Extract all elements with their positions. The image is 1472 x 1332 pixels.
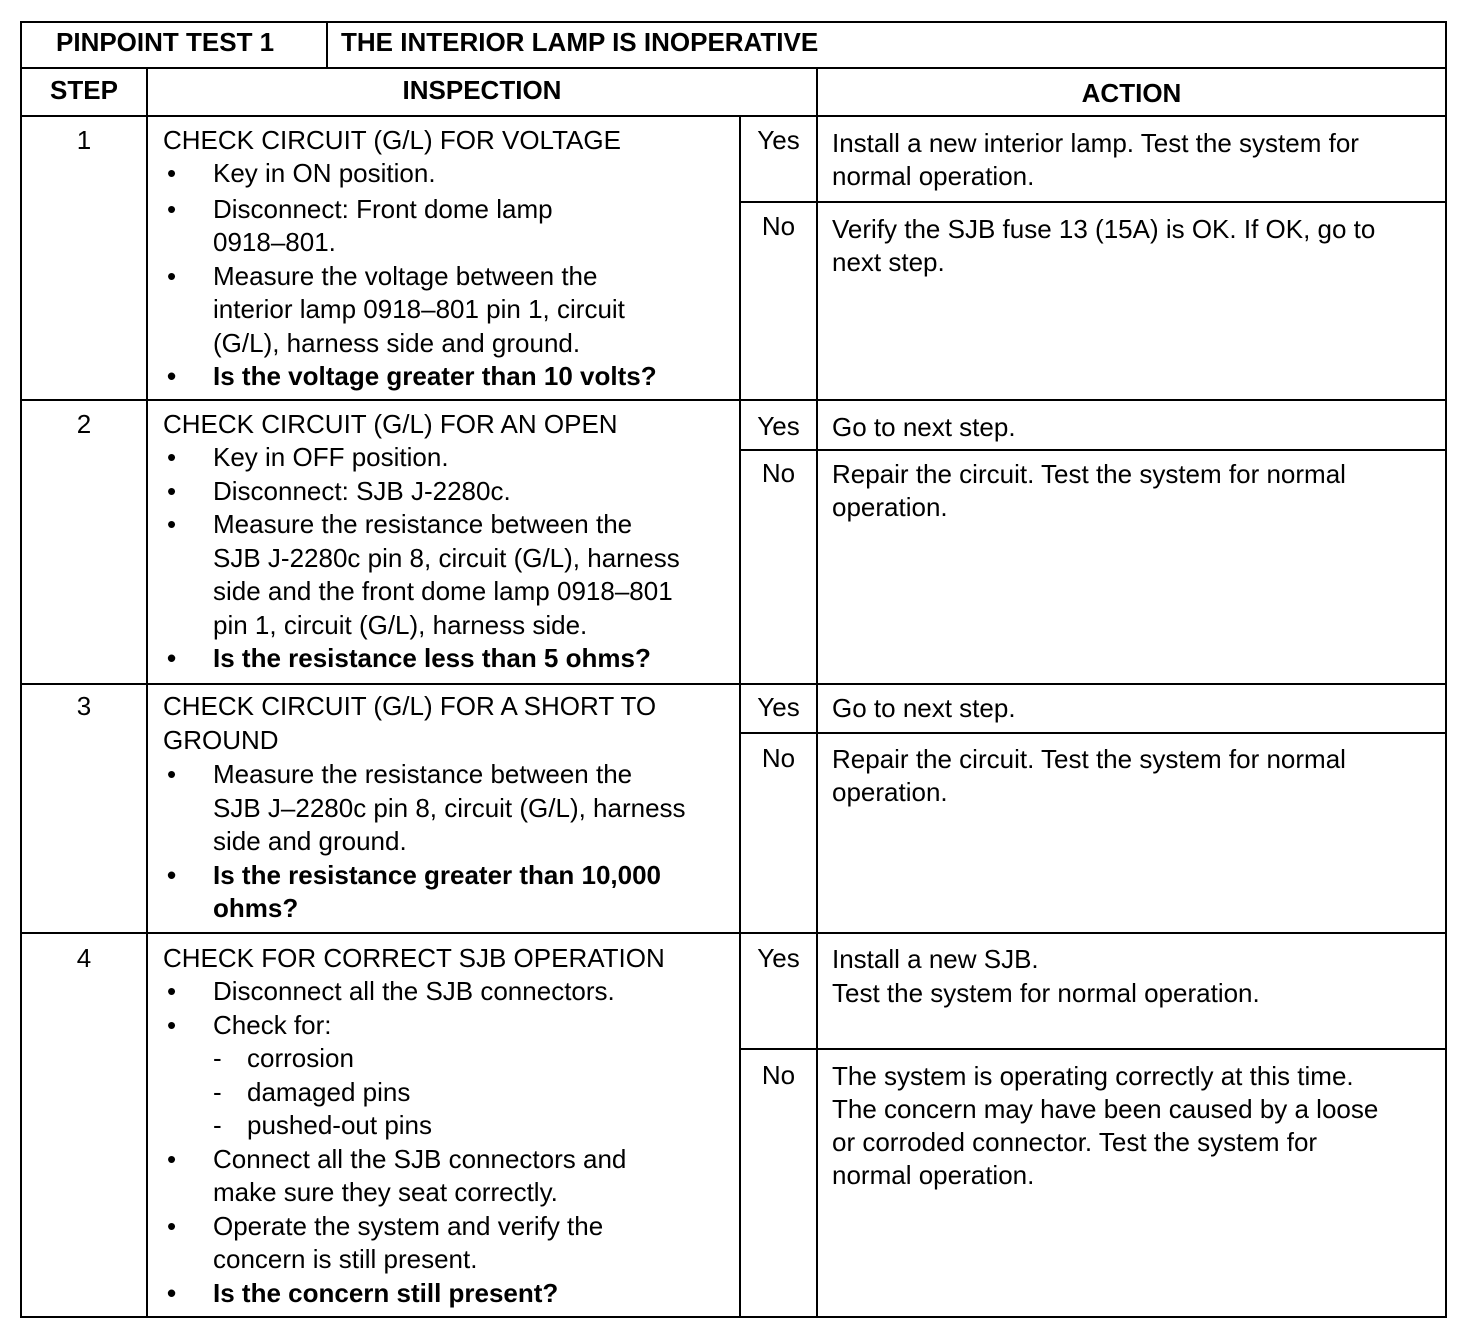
border-top — [20, 21, 1447, 23]
column-header-step: STEP — [50, 75, 118, 105]
step-title: CHECK FOR CORRECT SJB OPERATION — [163, 943, 665, 973]
step3-bottom — [20, 932, 1447, 934]
yes-label: Yes — [757, 125, 800, 155]
step-number: 1 — [76, 125, 92, 155]
yes-action-line: normal operation. — [832, 161, 1035, 191]
list-item: • Measure the voltage between the — [163, 260, 657, 294]
list-item: side and the front dome lamp 0918–801 — [213, 576, 673, 606]
list-item: • Key in ON position. — [163, 157, 657, 191]
step-checklist — [163, 758, 686, 926]
step-checklist — [163, 157, 657, 394]
list-item: concern is still present. — [213, 1244, 478, 1274]
step-col-divider — [146, 67, 148, 1318]
list-item: • Connect all the SJB connectors and — [163, 1143, 626, 1177]
no-action-line: normal operation. — [832, 1160, 1035, 1190]
list-item: ohms? — [213, 893, 299, 923]
list-item: • Disconnect all the SJB connectors. — [163, 975, 626, 1009]
list-item: • Is the concern still present? — [163, 1277, 626, 1311]
list-item: (G/L), harness side and ground. — [213, 327, 581, 358]
step4-yes-no-divider — [739, 1048, 1447, 1050]
border-right — [1445, 21, 1447, 1318]
border-left — [20, 21, 22, 1318]
step-title: CHECK CIRCUIT (G/L) FOR AN OPEN — [163, 409, 618, 439]
sub-item-text: damaged pins — [247, 1076, 411, 1107]
list-item: SJB J–2280c pin 8, circuit (G/L), harness — [213, 792, 686, 823]
no-label: No — [761, 743, 796, 773]
list-item: SJB J-2280c pin 8, circuit (G/L), harness — [213, 542, 680, 573]
action-col-divider — [816, 67, 818, 1318]
column-header-action: ACTION — [1081, 78, 1182, 108]
list-item: • Is the resistance less than 5 ohms? — [163, 642, 680, 676]
header-row-bottom — [20, 115, 1447, 117]
list-item: • Is the voltage greater than 10 volts? — [163, 360, 657, 394]
yes-action-line: Install a new SJB. — [832, 944, 1039, 974]
yes-label: Yes — [757, 692, 800, 722]
list-item: • Measure the resistance between the — [163, 758, 686, 792]
list-item: pin 1, circuit (G/L), harness side. — [213, 609, 588, 640]
list-item: • Operate the system and verify the — [163, 1210, 626, 1244]
step1-yes-no-divider — [739, 201, 1447, 203]
no-action-line: Repair the circuit. Test the system for normal — [832, 744, 1346, 774]
test-id: PINPOINT TEST 1 — [56, 27, 275, 57]
yes-action-line: Go to next step. — [832, 412, 1016, 442]
yes-label: Yes — [757, 943, 800, 973]
no-action-line: operation. — [832, 492, 948, 522]
step1-bottom — [20, 399, 1447, 401]
list-item: - pushed-out pins — [213, 1110, 433, 1140]
no-label: No — [761, 458, 796, 488]
no-action-line: operation. — [832, 777, 948, 807]
yes-action-line: Install a new interior lamp. Test the system for — [832, 128, 1359, 158]
yes-action-line: Test the system for normal operation. — [832, 978, 1260, 1008]
list-item: 0918–801. — [213, 227, 336, 257]
step-title: CHECK CIRCUIT (G/L) FOR VOLTAGE — [163, 125, 621, 155]
step-title: GROUND — [163, 725, 279, 755]
border-bottom — [20, 1316, 1447, 1318]
no-label: No — [761, 211, 796, 241]
step2-bottom — [20, 683, 1447, 685]
step2-yes-no-divider — [739, 449, 1447, 451]
step3-yes-no-divider — [739, 732, 1447, 734]
list-item: • Disconnect: Front dome lamp — [163, 193, 657, 227]
list-item: • Key in OFF position. — [163, 441, 680, 475]
no-action-line: next step. — [832, 247, 945, 277]
list-item: interior lamp 0918–801 pin 1, circuit — [213, 294, 625, 324]
step-checklist — [163, 975, 626, 1310]
no-action-line: The system is operating correctly at this time. — [832, 1061, 1354, 1091]
list-item: - damaged pins — [213, 1076, 411, 1107]
step-number: 3 — [76, 691, 92, 721]
no-label: No — [761, 1060, 796, 1090]
sub-item-text: pushed-out pins — [247, 1110, 433, 1140]
no-action-line: The concern may have been caused by a loose — [832, 1094, 1379, 1124]
list-item: • Measure the resistance between the — [163, 508, 680, 542]
list-item: • Check for: — [163, 1009, 626, 1043]
list-item: - corrosion — [213, 1043, 354, 1073]
list-item: • Disconnect: SJB J-2280c. — [163, 475, 680, 509]
sub-item-text: corrosion — [247, 1043, 354, 1073]
test-title: THE INTERIOR LAMP IS INOPERATIVE — [341, 27, 819, 57]
yes-action-line: Go to next step. — [832, 693, 1016, 723]
title-row-bottom — [20, 67, 1447, 69]
no-action-line: or corroded connector. Test the system for — [832, 1127, 1318, 1157]
no-action-line: Repair the circuit. Test the system for normal — [832, 459, 1346, 489]
list-item: • Is the resistance greater than 10,000 — [163, 859, 686, 893]
step-number: 2 — [76, 409, 92, 439]
list-item: side and ground. — [213, 826, 407, 856]
step-title: CHECK CIRCUIT (G/L) FOR A SHORT TO — [163, 691, 657, 721]
no-action-line: Verify the SJB fuse 13 (15A) is OK. If OK, go to — [832, 214, 1376, 244]
yes-label: Yes — [757, 411, 800, 441]
title-divider — [326, 21, 328, 69]
column-header-inspection: INSPECTION — [402, 75, 562, 105]
step-checklist — [163, 441, 680, 676]
step-number: 4 — [76, 943, 92, 973]
list-item: make sure they seat correctly. — [213, 1177, 558, 1207]
